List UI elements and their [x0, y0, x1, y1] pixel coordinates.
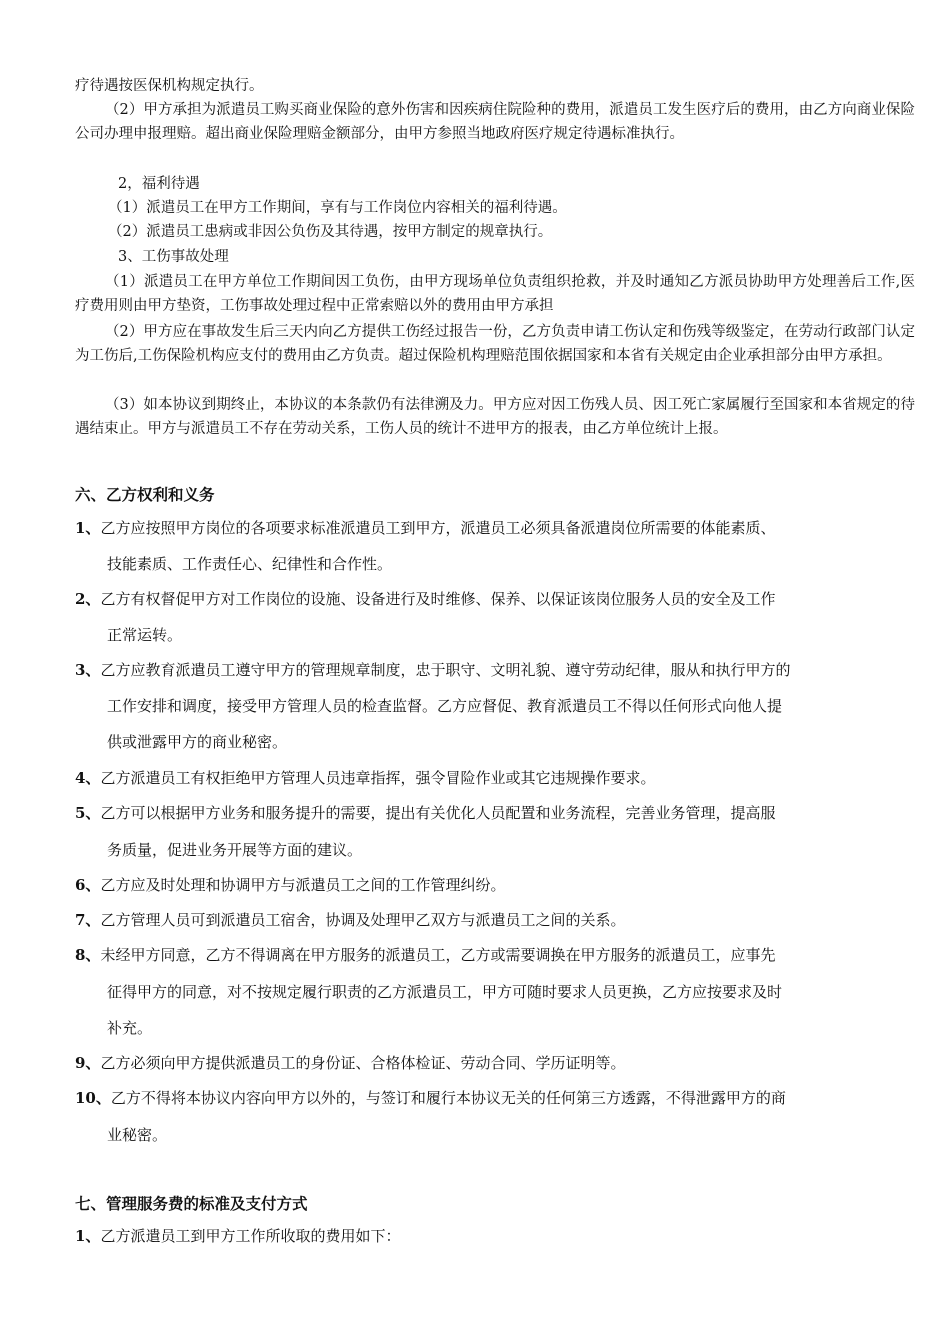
item-continuation: 补充。: [107, 1019, 153, 1037]
item-continuation: 工作安排和调度，接受甲方管理人员的检查监督。乙方应督促、教育派遣员工不得以任何形式向他人提: [107, 697, 783, 715]
item-text: 乙方可以根据甲方业务和服务提升的需要，提出有关优化人员配置和业务流程，完善业务管理，提高服: [100, 804, 776, 822]
list-item: [75, 518, 775, 538]
list-item: [75, 875, 505, 895]
list-item: [75, 768, 655, 788]
item-continuation: 技能素质、工作责任心、纪律性和合作性。: [107, 555, 393, 573]
item-number: 9、: [75, 1054, 101, 1072]
item-text: 乙方应及时处理和协调甲方与派遣员工之间的工作管理纠纷。: [100, 876, 506, 894]
item-number: 5、: [75, 804, 101, 822]
paragraph-commercial-insurance: （2）甲方承担为派遣员工购买商业保险的意外伤害和因疾病住院险种的费用，派遣员工发生医疗后的费用，由乙方向商业保险公司办理申报理赔。超出商业保险理赔金额部分，由甲方参照当地政府医疗规定待遇标准执行。: [75, 102, 915, 142]
item-continuation: 业秘密。: [107, 1126, 168, 1144]
item-continuation: 供或泄露甲方的商业秘密。: [107, 733, 288, 751]
list-item: [75, 589, 775, 609]
item-number: 10、: [75, 1089, 111, 1107]
item-number: 8、: [75, 946, 101, 964]
list-item: [75, 1088, 786, 1108]
paragraph-injury-2: （2）甲方应在事故发生后三天内向乙方提供工伤经过报告一份，乙方负责申请工伤认定和伤残等级鉴定，在劳动行政部门认定为工伤后,工伤保险机构应支付的费用由乙方负责。超过保险机构理赔范围依据国家和本省有关规定由企业承担部分由甲方承担。: [75, 324, 915, 364]
item-text: 未经甲方同意，乙方不得调离在甲方服务的派遣员工，乙方或需要调换在甲方服务的派遣员工，应事先: [100, 946, 776, 964]
subheading-injury: 3、工伤事故处理: [118, 249, 229, 265]
item-continuation: 务质量，促进业务开展等方面的建议。: [107, 841, 363, 859]
item-continuation: 正常运转。: [107, 626, 183, 644]
item-continuation: 征得甲方的同意，对不按规定履行职责的乙方派遣员工，甲方可随时要求人员更换，乙方应按要求及时: [107, 983, 783, 1001]
paragraph-welfare-2: （2）派遣员工患病或非因公负伤及其待遇，按甲方制定的规章执行。: [108, 224, 553, 240]
item-number: 1、: [75, 1227, 101, 1245]
list-item: [75, 945, 775, 965]
item-number: 4、: [75, 769, 101, 787]
item-number: 7、: [75, 911, 101, 929]
list-item: [75, 803, 775, 823]
item-number: 3、: [75, 661, 101, 679]
item-number: 2、: [75, 590, 101, 608]
paragraph-medical-cont: 疗待遇按医保机构规定执行。: [75, 78, 264, 94]
list-item: [75, 1053, 625, 1073]
paragraph-welfare-1: （1）派遣员工在甲方工作期间，享有与工作岗位内容相关的福利待遇。: [108, 200, 567, 216]
list-item: [75, 1226, 400, 1246]
item-number: 1、: [75, 519, 101, 537]
item-text: 乙方必须向甲方提供派遣员工的身份证、合格体检证、劳动合同、学历证明等。: [100, 1054, 626, 1072]
item-text: 乙方派遣员工有权拒绝甲方管理人员违章指挥，强令冒险作业或其它违规操作要求。: [100, 769, 656, 787]
list-item: [75, 910, 625, 930]
item-text: 乙方有权督促甲方对工作岗位的设施、设备进行及时维修、保养、以保证该岗位服务人员的安全及工作: [100, 590, 776, 608]
paragraph-injury-3: （3）如本协议到期终止，本协议的本条款仍有法律溯及力。甲方应对因工伤残人员、因工死亡家属履行至国家和本省规定的待遇结束止。甲方与派遣员工不存在劳动关系，工伤人员的统计不进甲方的报表，由乙方单位统计上报。: [75, 397, 915, 437]
item-text: 乙方应教育派遣员工遵守甲方的管理规章制度，忠于职守、文明礼貌、遵守劳动纪律，服从和执行甲方的: [100, 661, 791, 679]
list-item: [75, 660, 790, 680]
subheading-welfare: 2，福利待遇: [118, 176, 200, 192]
item-text: 乙方不得将本协议内容向甲方以外的，与签订和履行本协议无关的任何第三方透露，不得泄露甲方的商: [110, 1089, 786, 1107]
item-text: 乙方应按照甲方岗位的各项要求标准派遣员工到甲方，派遣员工必须具备派遣岗位所需要的体能素质、: [100, 519, 776, 537]
item-text: 乙方管理人员可到派遣员工宿舍，协调及处理甲乙双方与派遣员工之间的关系。: [100, 911, 626, 929]
paragraph-injury-1: （1）派遣员工在甲方单位工作期间因工负伤，由甲方现场单位负责组织抢救，并及时通知乙方派员协助甲方处理善后工作,医疗费用则由甲方垫资，工伤事故处理过程中正常索赔以外的费用由甲方承担: [75, 274, 915, 314]
item-number: 6、: [75, 876, 101, 894]
item-text: 乙方派遣员工到甲方工作所收取的费用如下：: [100, 1227, 401, 1245]
section-heading-seven: 七、管理服务费的标准及支付方式: [75, 1194, 308, 1213]
section-heading-six: 六、乙方权利和义务: [75, 485, 215, 504]
